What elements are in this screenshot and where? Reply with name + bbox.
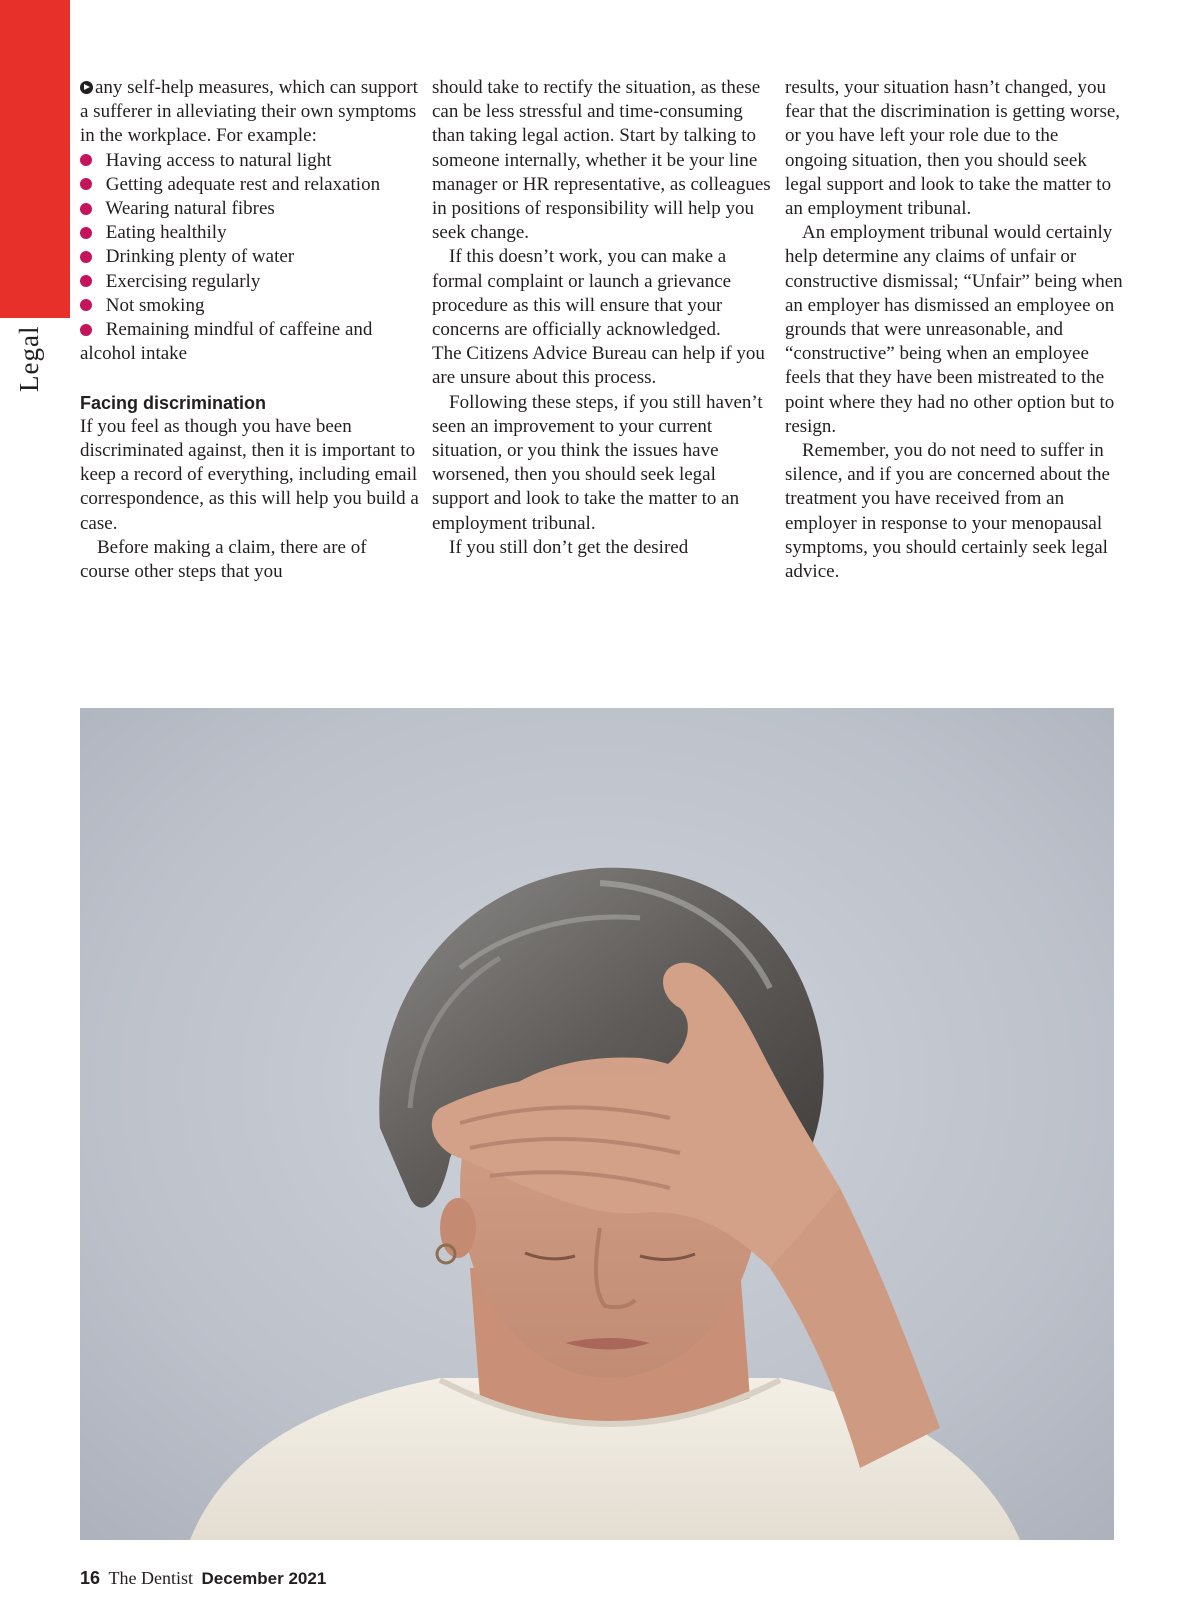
- list-item-text: Eating healthily: [105, 222, 227, 244]
- article-column-3: [785, 76, 1125, 584]
- bullet-dot-icon: [80, 299, 92, 311]
- paragraph: Remember, you do not need to suffer in silence, and if you are concerned about the treatment you have received from an employer in response to your menopausal symptoms, you should certainly seek legal advice.: [785, 440, 1110, 583]
- paragraph: If this doesn’t work, you can make a formal complaint or launch a grievance procedure as this will ensure that your concerns are officially acknowledged.: [432, 246, 732, 341]
- paragraph: An employment tribunal would certainly help determine any claims of unfair or constructive dismissal; “Unfair” being when an employer has dismissed an employee on grounds that were unreasonable, and “constructive” being when an employee feels that they have been mistreated to the point where they had no other option but to resign.: [785, 222, 1123, 437]
- list-item: [80, 245, 420, 269]
- paragraph: Before making a claim, there are of course other steps that you: [80, 536, 367, 583]
- paragraph: The Citizens Advice Bureau can help if you are unsure about this process.: [432, 343, 765, 389]
- list-item: [80, 197, 420, 221]
- list-item: [80, 173, 420, 197]
- subheading-facing-discrimination: Facing discrimination: [80, 392, 267, 413]
- paragraph: If you feel as though you have been discriminated against, then it is important to keep a record of everything, including email correspondence, as this will help you build a case.: [80, 415, 419, 534]
- list-item-text: Exercising regularly: [105, 270, 261, 292]
- paragraph: Following these steps, if you still haven’t seen an improvement to your current situation, or you think the issues have worsened, then you should seek legal support and look to take the matter to an employment tribunal.: [432, 391, 763, 534]
- bullet-dot-icon: [80, 227, 92, 239]
- list-item-text: Having access to natural light: [105, 149, 332, 171]
- list-item-text: Drinking plenty of water: [105, 246, 295, 268]
- page-footer: [80, 1568, 326, 1589]
- list-item-text: Wearing natural fibres: [105, 198, 275, 220]
- list-item: [80, 149, 420, 173]
- column-1-intro-text: any self-help measures, which can support a sufferer in alleviating their own symptoms in the workplace. For example:: [80, 77, 418, 147]
- magazine-name: The Dentist: [108, 1568, 194, 1588]
- paragraph: results, your situation hasn’t changed, you fear that the discrimination is getting worse, or you have left your role due to the ongoing situation, then you should seek legal support and look to take the matter to an employment tribunal.: [785, 77, 1121, 220]
- tips-bullet-list: [80, 149, 420, 367]
- paragraph: If you still don’t get the desired: [449, 536, 689, 558]
- section-color-tab: [0, 0, 70, 318]
- bullet-dot-icon: [80, 324, 92, 336]
- bullet-dot-icon: [80, 178, 92, 190]
- list-item: [80, 318, 420, 366]
- list-item-text: Getting adequate rest and relaxation: [105, 173, 381, 195]
- article-column-1: [80, 76, 420, 584]
- issue-date: December 2021: [201, 1569, 327, 1588]
- list-item: [80, 294, 420, 318]
- column-1-intro: [80, 76, 420, 149]
- bullet-dot-icon: [80, 203, 92, 215]
- continuation-arrow-icon: [80, 81, 93, 94]
- article-photo: [80, 708, 1114, 1540]
- page-number: 16: [80, 1568, 101, 1588]
- paragraph: should take to rectify the situation, as these can be less stressful and time-consuming than taking legal action. Start by talking to someone internally, whether it be your line manager or HR representative, as colleagues in positions of responsibility will help you seek change.: [432, 77, 771, 244]
- bullet-dot-icon: [80, 154, 92, 166]
- section-label: Legal: [14, 325, 44, 392]
- list-item-text: Not smoking: [105, 294, 205, 316]
- list-item: [80, 270, 420, 294]
- bullet-dot-icon: [80, 275, 92, 287]
- list-item: [80, 221, 420, 245]
- bullet-dot-icon: [80, 251, 92, 263]
- article-column-2: [432, 76, 772, 560]
- list-item-text: Remaining mindful of caffeine and alcohol intake: [80, 319, 373, 365]
- woman-holding-forehead-photo: [80, 708, 1114, 1540]
